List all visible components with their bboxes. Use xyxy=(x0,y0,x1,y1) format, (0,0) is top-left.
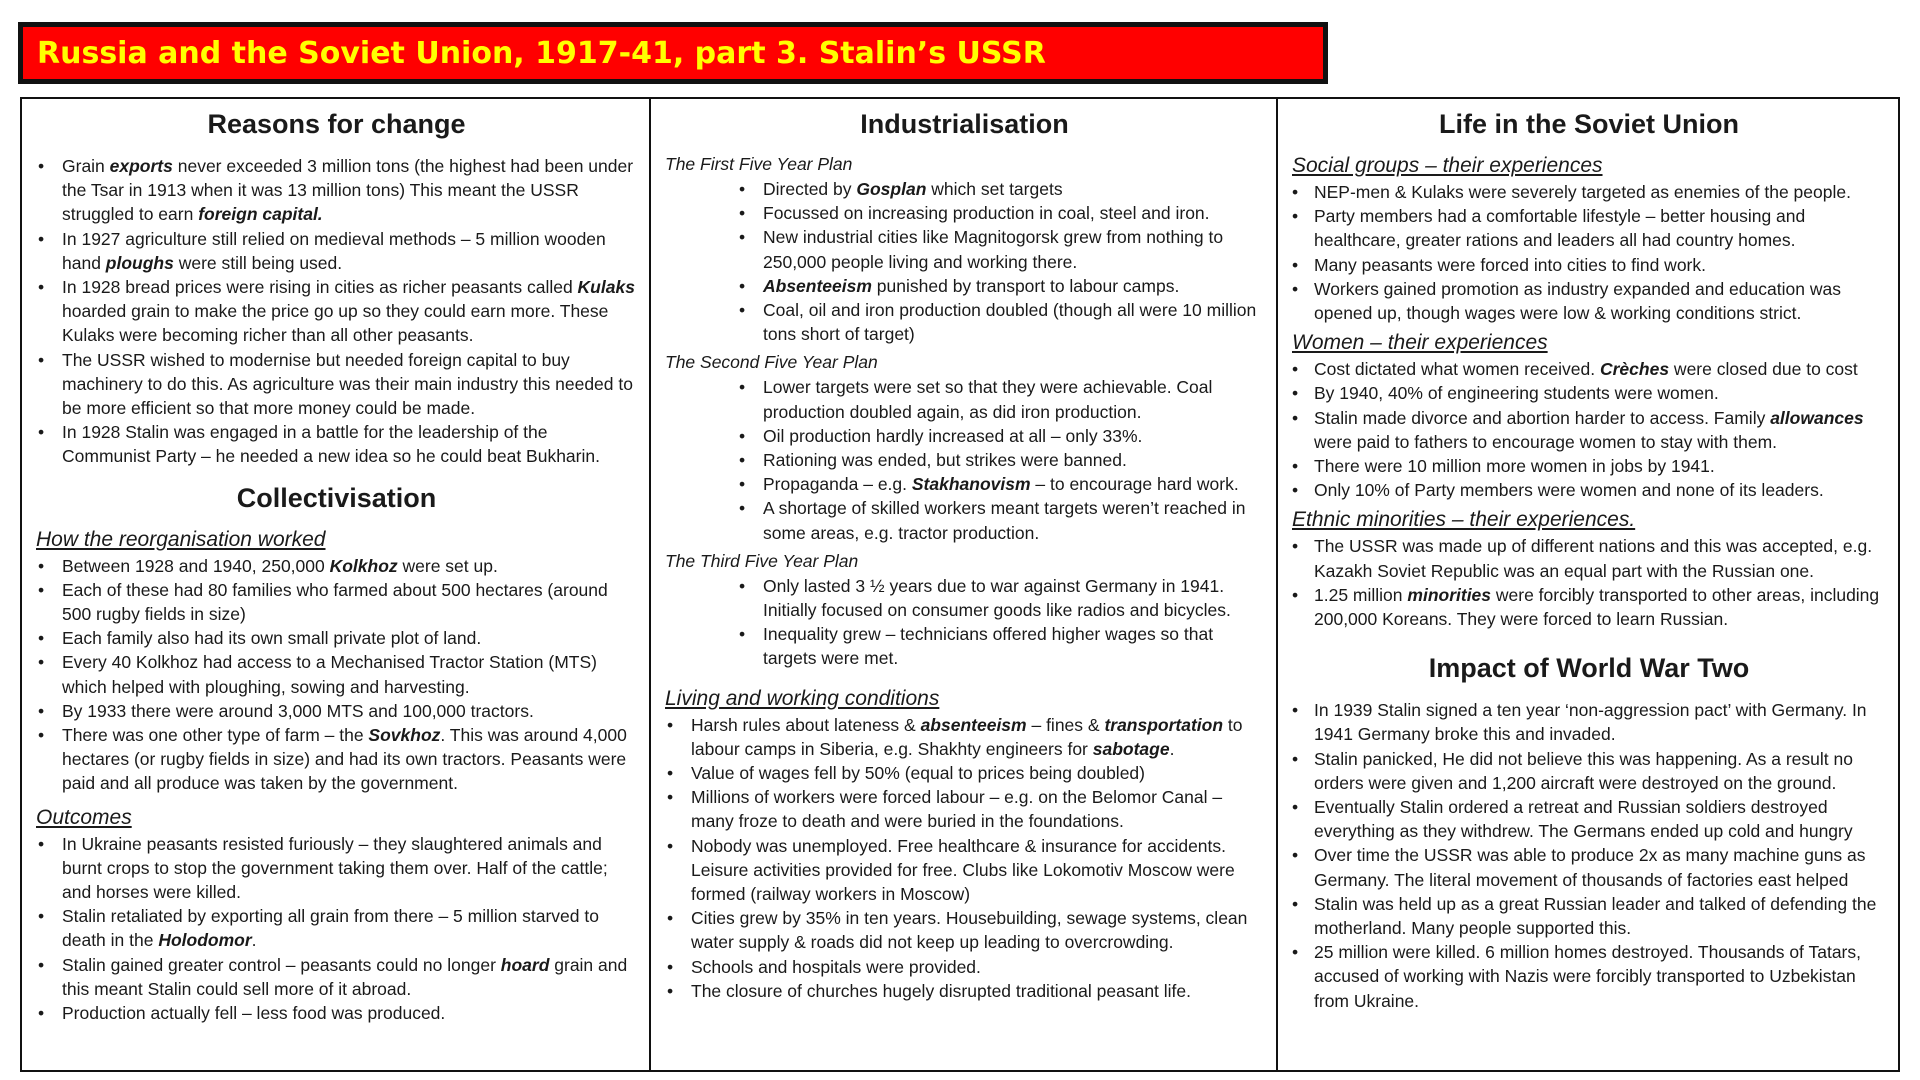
item-text: Millions of workers were forced labour – e.g. on the Belomor Canal – many froze to death and were buried in the foundations. xyxy=(691,787,1223,832)
item-text: punished by transport to labour camps. xyxy=(871,275,1180,296)
key-term: sabotage xyxy=(1092,738,1170,759)
item-text: Focussed on increasing production in coal, steel and iron. xyxy=(763,203,1210,224)
list-item xyxy=(34,626,639,650)
third-plan-list xyxy=(663,574,1266,671)
list-item xyxy=(34,227,639,275)
list-item xyxy=(663,472,1266,496)
list-item xyxy=(1290,892,1888,940)
list-item xyxy=(663,906,1266,954)
list-item xyxy=(663,761,1266,785)
item-text: A shortage of skilled workers meant targets weren’t reached in some areas, e.g. tractor production. xyxy=(763,498,1246,543)
item-text: Each family also had its own small private plot of land. xyxy=(62,628,482,649)
item-text: Eventually Stalin ordered a retreat and Russian soldiers destroyed everything as they withdrew. The Germans ended up cold and hungry xyxy=(1314,797,1853,842)
item-text: The USSR was made up of different nations and this was accepted, e.g. Kazakh Soviet Republic was an equal part with the Russian one. xyxy=(1314,536,1873,581)
list-item xyxy=(663,298,1266,346)
ww2-heading: Impact of World War Two xyxy=(1428,653,1750,684)
list-item xyxy=(663,622,1266,670)
key-term: Kulaks xyxy=(577,277,635,298)
second-plan-heading: The Second Five Year Plan xyxy=(665,352,878,373)
column-life-ww2 xyxy=(1276,99,1898,1070)
list-item xyxy=(34,154,639,227)
key-term: Absenteeism xyxy=(763,275,872,296)
item-text: Stalin panicked, He did not believe this was happening. As a result no orders were given and 1,200 aircraft were destroyed on the ground. xyxy=(1314,748,1853,793)
key-term: Sovkhoz xyxy=(368,725,441,746)
key-term: foreign capital. xyxy=(198,204,323,225)
item-text: Over time the USSR was able to produce 2x as many machine guns as Germany. The literal movement of thousands of factories east helped xyxy=(1314,845,1866,890)
list-item xyxy=(663,979,1266,1003)
list-item xyxy=(1290,583,1888,631)
list-item xyxy=(34,420,639,468)
ww2-list xyxy=(1290,698,1888,1013)
item-text: In 1928 Stalin was engaged in a battle for the leadership of the Communist Party – he needed a new idea so he could beat Bukharin. xyxy=(62,422,600,467)
item-text: which set targets xyxy=(926,179,1063,199)
list-item xyxy=(34,554,639,578)
item-text: By 1940, 40% of engineering students were women. xyxy=(1314,383,1719,404)
item-text: Lower targets were set so that they were achievable. Coal production doubled again, as did iron production. xyxy=(763,377,1213,422)
item-text: New industrial cities like Magnitogorsk grew from nothing to 250,000 people living and working there. xyxy=(763,227,1224,272)
list-item xyxy=(663,955,1266,979)
list-item xyxy=(1290,381,1888,405)
life-heading: Life in the Soviet Union xyxy=(1438,109,1739,139)
item-text: Rationing was ended, but strikes were banned. xyxy=(763,450,1127,471)
list-item xyxy=(1290,843,1888,891)
list-item xyxy=(663,375,1266,423)
key-term: Crèches xyxy=(1599,359,1670,380)
item-text: There were 10 million more women in jobs by 1941. xyxy=(1314,456,1715,477)
item-text: Nobody was unemployed. Free healthcare & insurance for accidents. Leisure activities provided for free. Clubs like Lokomotiv Moscow were formed (railway workers in Moscow) xyxy=(691,835,1235,905)
item-text: – to encourage hard work. xyxy=(1030,474,1239,495)
item-text: were closed due to cost xyxy=(1669,359,1858,380)
item-text: The closure of churches hugely disrupted traditional peasant life. xyxy=(691,980,1192,1001)
list-item xyxy=(663,274,1266,298)
key-term: hoard xyxy=(500,954,550,975)
list-item xyxy=(34,699,639,723)
item-text: Stalin retaliated by exporting all grain from there – 5 million starved to death in the xyxy=(62,906,599,951)
item-text: Workers gained promotion as industry expanded and education was opened up, though wages were low & working conditions strict. xyxy=(1314,278,1841,324)
item-text: NEP-men & Kulaks were severely targeted as enemies of the people. xyxy=(1314,182,1851,202)
list-item xyxy=(1290,277,1888,325)
item-text: Only 10% of Party members were women and none of its leaders. xyxy=(1314,480,1824,501)
item-text: Cost dictated what women received. xyxy=(1314,359,1600,380)
title-banner xyxy=(18,22,1328,84)
list-item xyxy=(663,834,1266,907)
item-text: . xyxy=(1169,738,1175,759)
list-item xyxy=(1290,357,1888,381)
item-text: Propaganda – e.g. xyxy=(763,474,912,495)
item-text: Party members had a comfortable lifestyle – better housing and healthcare, greater rations and leaders all had country homes. xyxy=(1314,206,1806,251)
key-term: transportation xyxy=(1104,714,1224,735)
industrialisation-heading: Industrialisation xyxy=(860,109,1069,139)
list-item xyxy=(1290,253,1888,277)
women-subheading: Women – their experiences xyxy=(1292,331,1548,355)
list-item xyxy=(34,275,639,348)
key-term: Kolkhoz xyxy=(329,555,398,576)
page-title: Russia and the Soviet Union, 1917-41, part 3. Stalin’s USSR xyxy=(37,36,1046,71)
item-text: Directed by xyxy=(763,179,857,199)
item-text: There was one other type of farm – the xyxy=(62,725,369,746)
item-text: Cities grew by 35% in ten years. Housebuilding, sewage systems, clean water supply & roads did not keep up leading to overcrowding. xyxy=(691,908,1248,953)
item-text: 1.25 million xyxy=(1314,584,1408,605)
key-term: exports xyxy=(109,156,173,176)
item-text: Grain xyxy=(62,156,110,176)
item-text: – fines & xyxy=(1026,714,1105,735)
list-item xyxy=(34,650,639,698)
living-conditions-subheading: Living and working conditions xyxy=(665,686,940,710)
social-groups-subheading: Social groups – their experiences xyxy=(1292,154,1603,177)
list-item xyxy=(663,713,1266,761)
item-text: Stalin made divorce and abortion harder to access. Family xyxy=(1314,407,1771,428)
item-text: were set up. xyxy=(397,555,498,576)
item-text: In Ukraine peasants resisted furiously – they slaughtered animals and burnt crops to stop the government taking them over. Half of the cattle; and horses were killed. xyxy=(62,833,608,903)
living-conditions-list xyxy=(663,713,1266,1003)
list-item xyxy=(1290,698,1888,746)
ethnic-minorities-subheading: Ethnic minorities – their experiences. xyxy=(1292,508,1636,532)
item-text: In 1939 Stalin signed a ten year ‘non-aggression pact’ with Germany. In 1941 Germany broke this and invaded. xyxy=(1314,700,1867,745)
ethnic-minorities-list xyxy=(1290,534,1888,631)
reasons-list xyxy=(34,154,639,469)
outcomes-subheading: Outcomes xyxy=(36,805,132,829)
list-item xyxy=(1290,478,1888,502)
list-item xyxy=(34,904,639,952)
list-item xyxy=(663,177,1266,201)
list-item xyxy=(663,448,1266,472)
list-item xyxy=(34,953,639,1001)
list-item xyxy=(663,574,1266,622)
third-plan-heading: The Third Five Year Plan xyxy=(665,550,859,571)
outcomes-list xyxy=(34,832,639,1026)
item-text: never exceeded 3 million tons (the highest had been under the Tsar in 1913 when it was 13 million tons) This meant the USSR struggled to earn xyxy=(62,156,634,225)
reorganisation-subheading: How the reorganisation worked xyxy=(36,527,326,551)
list-item xyxy=(34,578,639,626)
key-term: Stakhanovism xyxy=(911,474,1031,495)
item-text: By 1933 there were around 3,000 MTS and 100,000 tractors. xyxy=(62,700,534,721)
list-item xyxy=(34,348,639,421)
item-text: Only lasted 3 ½ years due to war against Germany in 1941. Initially focused on consumer goods like radios and bicycles. xyxy=(763,575,1231,621)
item-text: In 1927 agriculture still relied on medieval methods – 5 million wooden hand xyxy=(62,228,606,273)
list-item xyxy=(1290,406,1888,454)
item-text: Stalin was held up as a great Russian leader and talked of defending the motherland. Many people supported this. xyxy=(1314,893,1877,939)
list-item xyxy=(1290,454,1888,478)
list-item xyxy=(1290,795,1888,843)
list-item xyxy=(1290,534,1888,582)
item-text: hoarded grain to make the price go up so they could earn more. These Kulaks were becoming richer than all other peasants. xyxy=(62,301,609,346)
list-item xyxy=(1290,204,1888,252)
item-text: Production actually fell – less food was produced. xyxy=(62,1003,446,1024)
list-item xyxy=(663,201,1266,225)
column-industrialisation xyxy=(649,99,1276,1070)
key-term: minorities xyxy=(1407,584,1492,605)
key-term: allowances xyxy=(1770,407,1864,428)
list-item xyxy=(1290,180,1888,204)
first-plan-list xyxy=(663,177,1266,346)
second-plan-list xyxy=(663,375,1266,544)
list-item xyxy=(34,723,639,796)
item-text: Inequality grew – technicians offered higher wages so that targets were met. xyxy=(763,624,1214,669)
item-text: grain and this meant Stalin could sell more of it abroad. xyxy=(62,954,628,999)
list-item xyxy=(34,832,639,905)
women-list xyxy=(1290,357,1888,502)
item-text: The USSR wished to modernise but needed foreign capital to buy machinery to do this. As agriculture was their main industry this needed to be more efficient so that more money could be made. xyxy=(62,349,633,419)
key-term: absenteeism xyxy=(920,714,1027,735)
key-term: Holodomor xyxy=(158,930,252,951)
item-text: . xyxy=(251,930,257,951)
reasons-heading: Reasons for change xyxy=(207,109,466,139)
list-item xyxy=(663,496,1266,544)
item-text: Stalin gained greater control – peasants could no longer xyxy=(62,954,501,975)
list-item xyxy=(663,785,1266,833)
reorganisation-list xyxy=(34,554,639,796)
item-text: were paid to fathers to encourage women to stay with them. xyxy=(1314,431,1778,452)
item-text: In 1928 bread prices were rising in cities as richer peasants called xyxy=(62,277,578,298)
social-groups-list xyxy=(1290,180,1888,325)
item-text: Many peasants were forced into cities to find work. xyxy=(1314,254,1706,275)
key-term: Gosplan xyxy=(856,179,927,199)
list-item xyxy=(1290,747,1888,795)
first-plan-heading: The First Five Year Plan xyxy=(665,154,853,174)
item-text: Coal, oil and iron production doubled (though all were 10 million tons short of target) xyxy=(763,300,1257,345)
item-text: Between 1928 and 1940, 250,000 xyxy=(62,555,330,576)
column-reasons-collectivisation xyxy=(22,99,649,1070)
item-text: Each of these had 80 families who farmed about 500 hectares (around 500 rugby fields in size) xyxy=(62,579,608,625)
list-item xyxy=(663,225,1266,273)
content-frame xyxy=(20,97,1900,1072)
list-item xyxy=(663,424,1266,448)
item-text: Oil production hardly increased at all – only 33%. xyxy=(763,425,1143,446)
item-text: Every 40 Kolkhoz had access to a Mechanised Tractor Station (MTS) which helped with ploughing, sowing and harvesting. xyxy=(62,652,597,697)
item-text: were forcibly transported to other areas, including 200,000 Koreans. They were forced to learn Russian. xyxy=(1314,584,1880,630)
item-text: . This was around 4,000 hectares (or rugby fields in size) and had its own tractors. Peasants were paid and all produce was taken by the government. xyxy=(62,725,627,794)
list-item xyxy=(1290,940,1888,1013)
item-text: Schools and hospitals were provided. xyxy=(691,956,981,977)
item-text: to labour camps in Siberia, e.g. Shakhty engineers for xyxy=(691,714,1243,759)
item-text: Harsh rules about lateness & xyxy=(691,714,921,735)
item-text: were still being used. xyxy=(173,252,343,273)
list-item xyxy=(34,1001,639,1025)
item-text: 25 million were killed. 6 million homes destroyed. Thousands of Tatars, accused of working with Nazis were forcibly transported to Uzbekistan from Ukraine. xyxy=(1314,942,1861,1011)
key-term: ploughs xyxy=(105,252,174,273)
item-text: Value of wages fell by 50% (equal to prices being doubled) xyxy=(691,763,1145,784)
collectivisation-heading: Collectivisation xyxy=(236,482,437,513)
